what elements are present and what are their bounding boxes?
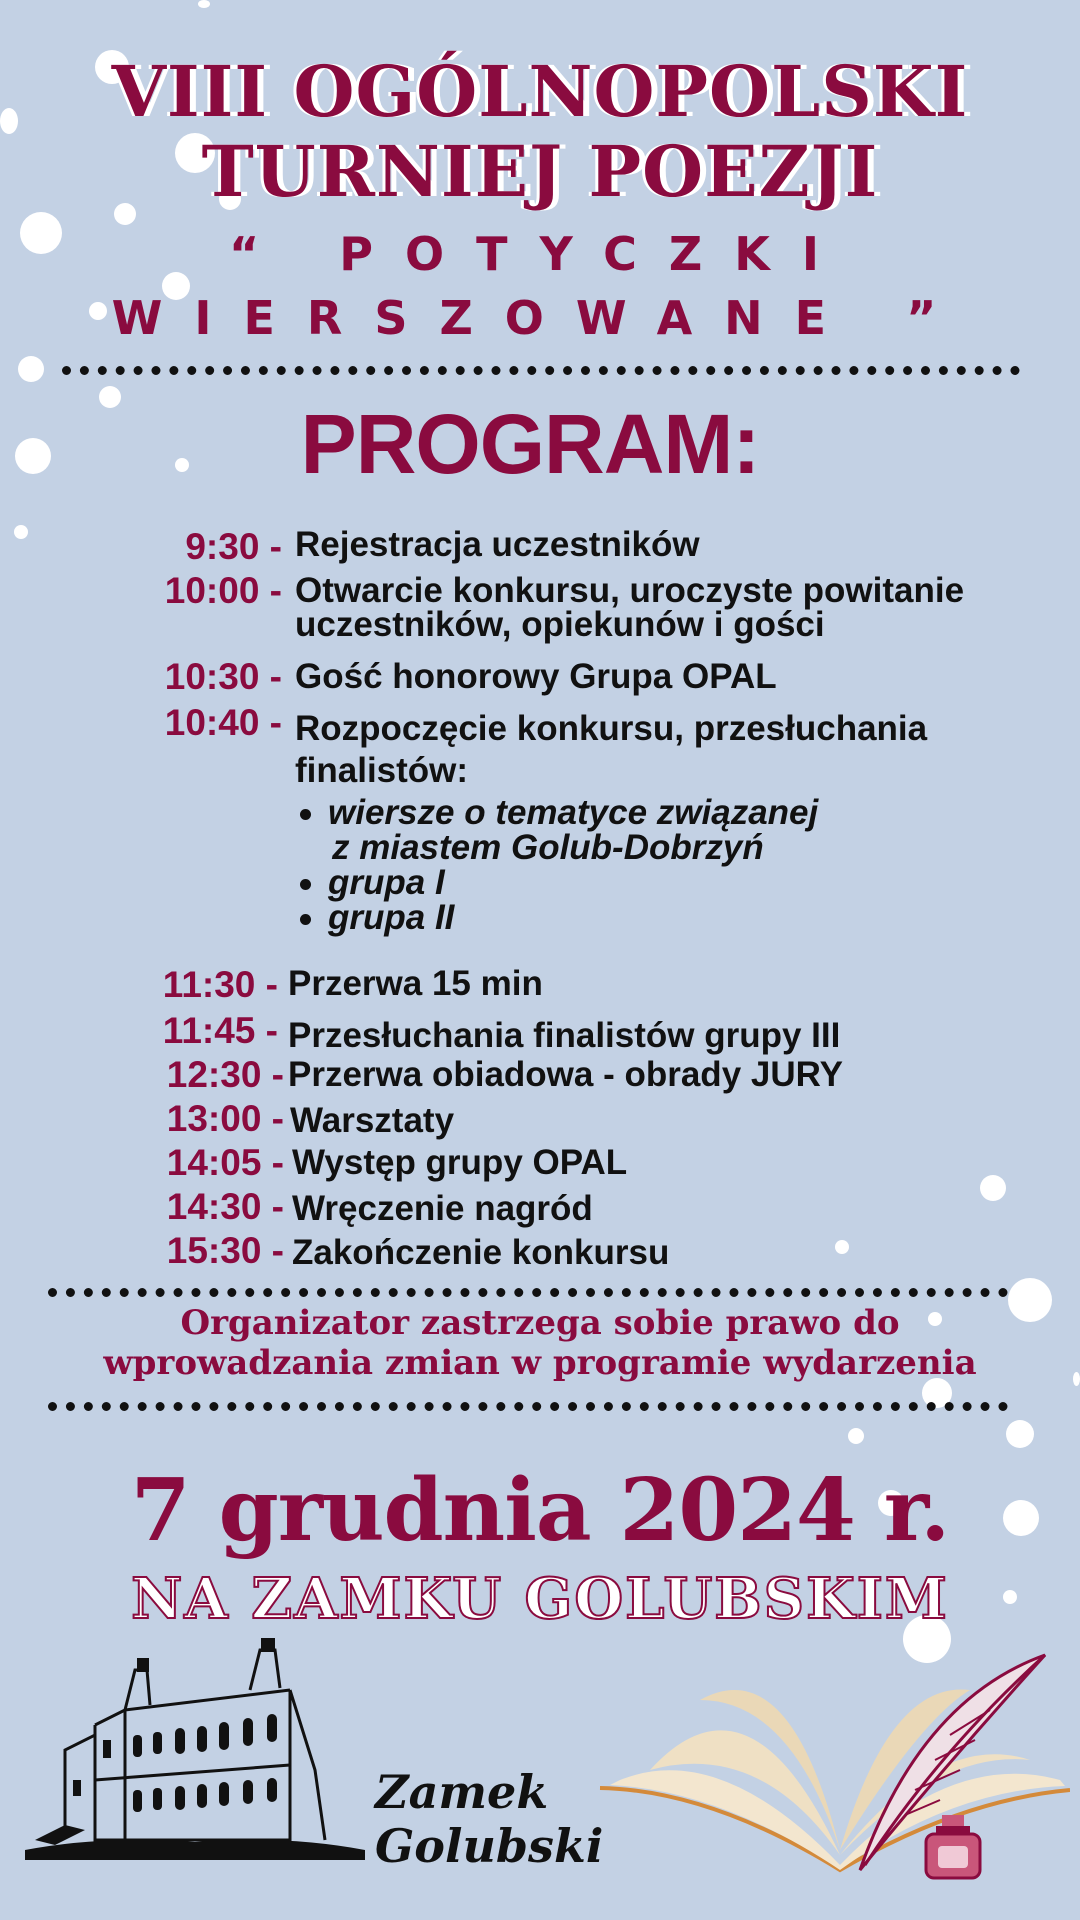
schedule-description-line: uczestników, opiekunów i gości bbox=[295, 605, 825, 644]
event-venue: NA ZAMKU GOLUBSKIM bbox=[131, 1566, 949, 1632]
schedule-description-line: finalistów: bbox=[295, 751, 469, 790]
schedule-description-line: Zakończenie konkursu bbox=[292, 1233, 670, 1272]
divider-top bbox=[62, 366, 1020, 375]
schedule-description-line: Przerwa 15 min bbox=[288, 964, 543, 1003]
schedule-time: 9:30 - bbox=[185, 526, 282, 567]
schedule-time: 10:40 - bbox=[164, 702, 282, 743]
schedule-time: 12:30 - bbox=[166, 1054, 284, 1095]
event-title-line2: TURNIEJ POEZJI bbox=[201, 130, 879, 213]
schedule-description bbox=[288, 1055, 1048, 1094]
schedule-description-line: Wręczenie nagród bbox=[292, 1189, 593, 1228]
schedule-description-line: Rozpoczęcie konkursu, przesłuchania bbox=[295, 709, 928, 748]
schedule-description bbox=[288, 1016, 1048, 1055]
schedule-time: 15:30 - bbox=[166, 1230, 284, 1271]
event-subtitle-line1: “ POTYCZKI bbox=[229, 227, 851, 281]
schedule-description bbox=[292, 1189, 1052, 1228]
schedule-description bbox=[295, 525, 1055, 564]
schedule-description-line: Przesłuchania finalistów grupy III bbox=[288, 1016, 841, 1055]
schedule-description-line: Warsztaty bbox=[290, 1101, 455, 1140]
schedule-time: 11:45 - bbox=[162, 1010, 278, 1051]
schedule-time: 13:00 - bbox=[166, 1098, 284, 1139]
schedule-description-line: Rejestracja uczestników bbox=[295, 525, 700, 564]
castle-label bbox=[375, 1765, 603, 1873]
divider-middle bbox=[48, 1288, 1008, 1297]
schedule-description bbox=[295, 657, 1055, 696]
schedule-description-line: Występ grupy OPAL bbox=[292, 1143, 628, 1182]
schedule-time: 10:00 - bbox=[164, 570, 282, 611]
list-item-line: grupa I bbox=[328, 863, 445, 902]
castle-label-line1: Zamek bbox=[375, 1765, 549, 1819]
schedule-description bbox=[292, 1233, 1052, 1272]
finalist-groups-list bbox=[300, 795, 818, 935]
schedule-description bbox=[295, 708, 1055, 792]
schedule-description bbox=[290, 1101, 1050, 1140]
schedule-description bbox=[292, 1143, 1052, 1182]
list-item bbox=[300, 900, 818, 935]
list-item-line: grupa II bbox=[328, 898, 455, 937]
list-item-line: wiersze o tematyce związanej bbox=[328, 793, 819, 832]
program-heading: PROGRAM: bbox=[300, 397, 760, 491]
event-subtitle bbox=[0, 222, 1080, 350]
list-item bbox=[300, 865, 818, 900]
schedule-time: 10:30 - bbox=[164, 656, 282, 697]
book-quill-illustration bbox=[590, 1640, 1070, 1890]
schedule-time: 11:30 - bbox=[162, 964, 278, 1005]
event-title bbox=[0, 52, 1080, 212]
event-title-line1: VIII OGÓLNOPOLSKI bbox=[111, 50, 969, 133]
list-item bbox=[300, 795, 818, 865]
castle-illustration bbox=[25, 1630, 365, 1860]
event-date: 7 grudnia 2024 r. bbox=[130, 1460, 950, 1561]
divider-bottom bbox=[48, 1402, 1008, 1411]
organizer-notice-line1: Organizator zastrzega sobie prawo do bbox=[180, 1303, 900, 1343]
schedule-description bbox=[295, 571, 1055, 644]
organizer-notice-line2: wprowadzania zmian w programie wydarzenia bbox=[103, 1343, 977, 1383]
schedule-description-line: Przerwa obiadowa - obrady JURY bbox=[288, 1055, 843, 1094]
schedule-time: 14:30 - bbox=[166, 1186, 284, 1227]
organizer-notice bbox=[0, 1303, 1080, 1383]
list-item-line: z miastem Golub-Dobrzyń bbox=[332, 828, 764, 867]
event-subtitle-line2: WIERSZOWANE ” bbox=[111, 291, 969, 345]
schedule-description-line: Otwarcie konkursu, uroczyste powitanie bbox=[295, 571, 965, 610]
schedule-description bbox=[288, 964, 1048, 1003]
schedule-description-line: Gość honorowy Grupa OPAL bbox=[295, 657, 777, 696]
castle-label-line2: Golubski bbox=[375, 1819, 604, 1873]
schedule-time: 14:05 - bbox=[166, 1142, 284, 1183]
